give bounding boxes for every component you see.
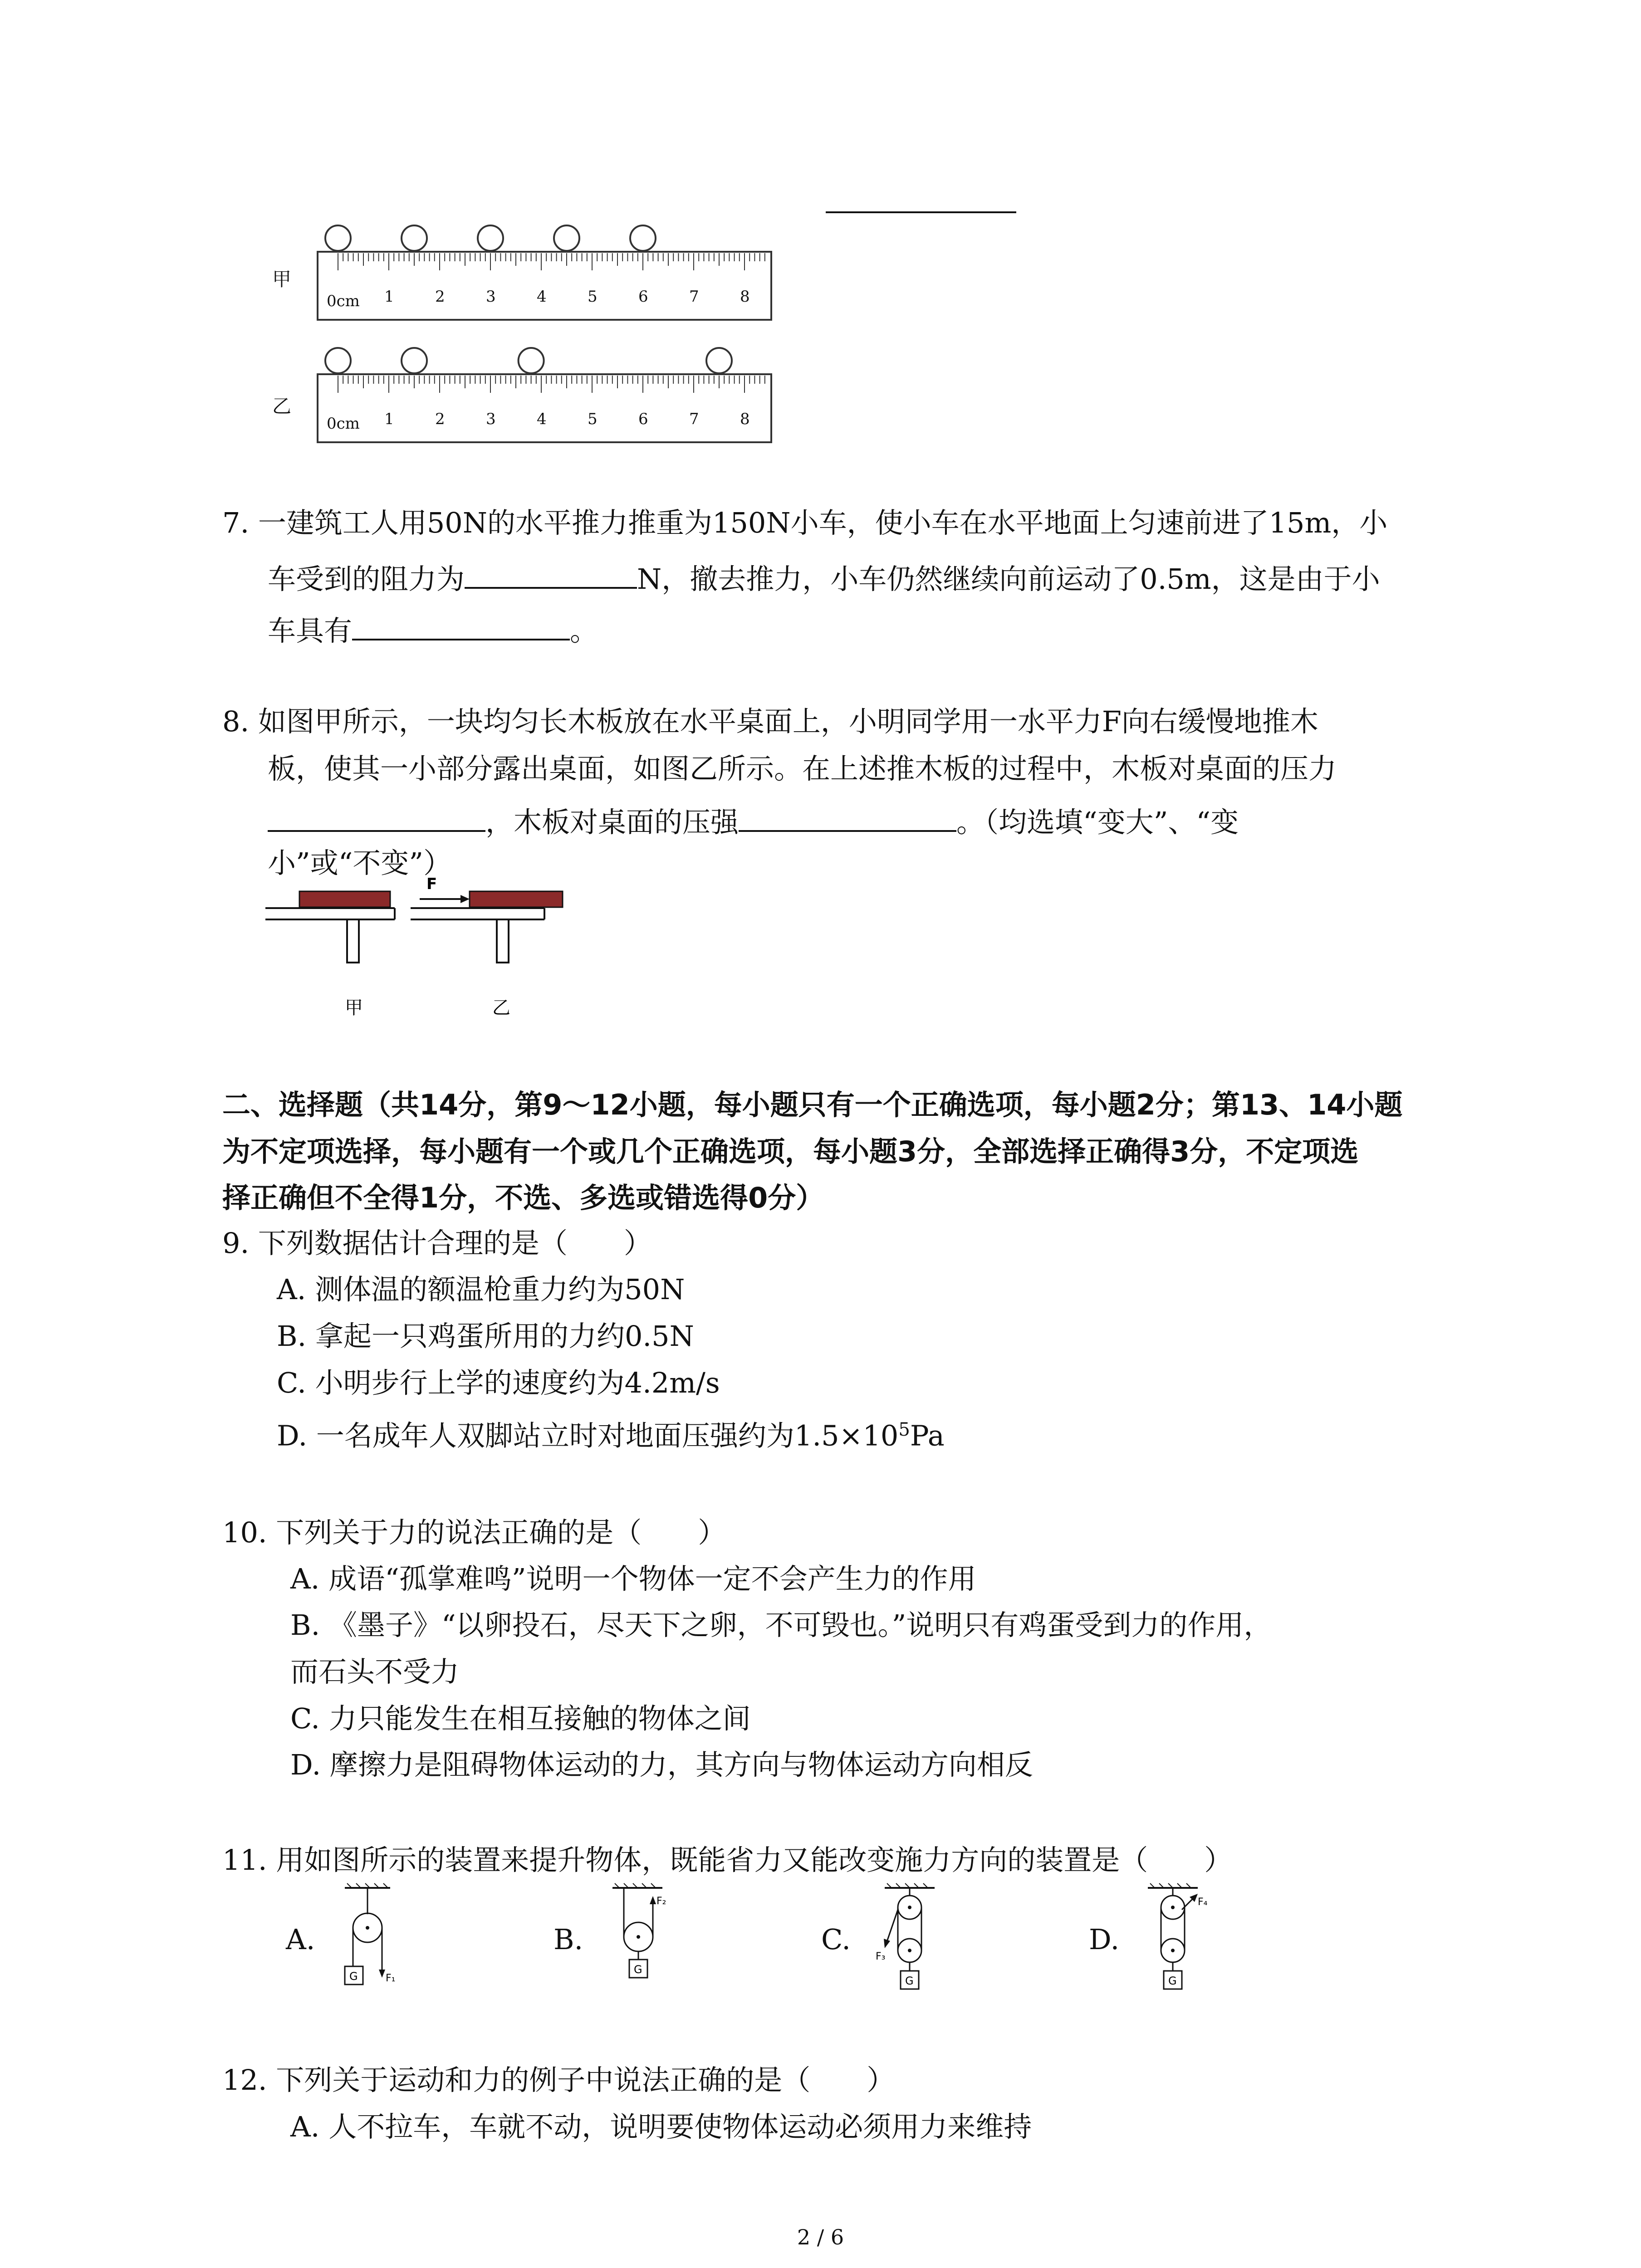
q10-option-c[interactable]: C. 力只能发生在相互接触的物体之间	[290, 1702, 751, 1735]
fig-label-yi: 乙	[492, 997, 510, 1018]
q9-option-c[interactable]: C. 小明步行上学的速度约为4.2m/s	[277, 1366, 720, 1399]
ball	[519, 348, 544, 373]
inertia-answer-blank[interactable]	[352, 612, 570, 640]
ball	[706, 348, 732, 373]
q10-stem: 10. 下列关于力的说法正确的是（ ）	[222, 1516, 726, 1549]
q9-option-b[interactable]: B. 拿起一只鸡蛋所用的力约0.5N	[277, 1320, 694, 1353]
ruler-ticks-jia	[338, 253, 765, 270]
q12-stem: 12. 下列关于运动和力的例子中说法正确的是（ ）	[222, 2063, 895, 2097]
ruler-tick-number: 7	[689, 410, 699, 428]
ball	[325, 348, 351, 373]
q7-line-3-b: 。	[570, 614, 598, 647]
ruler-tick-number: 1	[384, 410, 394, 428]
ruler-tick-number: 2	[435, 410, 445, 428]
page-number: 2 / 6	[797, 2225, 844, 2249]
force-label-b: F₂	[656, 1896, 666, 1907]
ruler-tick-number: 5	[588, 410, 598, 428]
q10-option-a[interactable]: A. 成语“孤掌难鸣”说明一个物体一定不会产生力的作用	[290, 1562, 976, 1595]
q11-option-d-label[interactable]: D.	[1089, 1923, 1120, 1956]
board-table-figure	[263, 875, 581, 1023]
q12-option-a[interactable]: A. 人不拉车，车就不动，说明要使物体运动必须用力来维持	[290, 2110, 1032, 2143]
ruler-tick-number: 3	[486, 288, 496, 306]
q11-option-b-label[interactable]: B.	[554, 1923, 583, 1956]
weight-label-c: G	[905, 1975, 914, 1987]
q11-option-c-label[interactable]: C.	[821, 1923, 851, 1956]
q10-option-d[interactable]: D. 摩擦力是阻碍物体运动的力，其方向与物体运动方向相反	[290, 1748, 1033, 1781]
pressure-force-answer-blank[interactable]	[268, 804, 485, 832]
ruler-tick-number: 5	[588, 288, 598, 306]
ball	[630, 225, 656, 251]
ruler-balls-jia	[325, 225, 656, 251]
ruler-zero-jia: 0cm	[327, 292, 360, 310]
force-label-d: F₄	[1198, 1897, 1208, 1908]
q10-option-b-line-2: 而石头不受力	[290, 1655, 460, 1688]
ball	[402, 225, 427, 251]
q11-stem: 11. 用如图所示的装置来提升物体，既能省力又能改变施力方向的装置是（ ）	[222, 1843, 1233, 1877]
ruler-balls-yi	[325, 348, 732, 373]
ruler-figure	[259, 213, 780, 449]
force-label-a: F₁	[386, 1973, 396, 1984]
weight-label-b: G	[634, 1963, 642, 1976]
ruler-tick-number: 4	[537, 288, 547, 306]
ruler-tick-number: 3	[486, 410, 496, 428]
ruler-tick-number: 4	[537, 410, 547, 428]
weight-label-a: G	[349, 1970, 358, 1983]
force-label-c: F₃	[876, 1951, 886, 1962]
ruler-tick-number: 1	[384, 288, 394, 306]
ruler-tick-number: 8	[740, 410, 750, 428]
pulley-diagram-a	[331, 1882, 422, 2014]
q7-line-2	[268, 561, 1380, 596]
q8-line-1: 8. 如图甲所示，一块均匀长木板放在水平桌面上，小明同学用一水平力F向右缓慢地推木	[222, 705, 1318, 738]
pressure-answer-blank[interactable]	[739, 804, 956, 832]
ruler-row-label-jia: 甲	[272, 268, 292, 290]
ball	[325, 225, 351, 251]
q9-option-d-unit: Pa	[910, 1419, 945, 1452]
q8-line-2: 板，使其一小部分露出桌面，如图乙所示。在上述推木板的过程中，木板对桌面的压力	[268, 752, 1337, 785]
weight-label-d: G	[1168, 1975, 1177, 1987]
ruler-tick-number: 6	[638, 288, 648, 306]
q9-stem: 9. 下列数据估计合理的是（ ）	[222, 1227, 652, 1260]
ruler-tick-number: 2	[435, 288, 445, 306]
ball	[402, 348, 427, 373]
resistance-answer-blank[interactable]	[465, 561, 637, 589]
q8-line-3-b: 。（均选填“变大”、“变	[956, 806, 1239, 839]
q7-line-2-a: 车受到的阻力为	[268, 562, 465, 596]
pulley-diagram-c	[867, 1882, 966, 2019]
ball	[478, 225, 503, 251]
ruler-tick-number: 6	[638, 410, 648, 428]
ruler-ticks-yi	[338, 376, 765, 393]
ruler-zero-yi: 0cm	[327, 415, 360, 433]
section2-header-line-2: 为不定项选择，每小题有一个或几个正确选项，每小题3分，全部选择正确得3分，不定项选	[222, 1135, 1359, 1168]
section2-header-line-1: 二、选择题（共14分，第9～12小题，每小题只有一个正确选项，每小题2分；第13、14小题	[222, 1088, 1403, 1121]
pulley-diagram-b	[603, 1882, 694, 2014]
fig-label-jia: 甲	[345, 997, 363, 1018]
ruler-tick-number: 8	[740, 288, 750, 306]
q9-option-a[interactable]: A. 测体温的额温枪重力约为50N	[277, 1273, 685, 1306]
q9-option-d-text: D. 一名成年人双脚站立时对地面压强约为1.5×10	[277, 1419, 899, 1452]
ruler-tick-number: 7	[689, 288, 699, 306]
force-label-F: F	[426, 875, 437, 893]
q7-line-3	[268, 612, 598, 645]
q7-line-1: 7. 一建筑工人用50N的水平推力推重为150N小车，使小车在水平地面上匀速前进了15m，小	[222, 506, 1388, 539]
q8-line-3-a: ，木板对桌面的压强	[485, 806, 739, 839]
q8-line-3	[268, 804, 1239, 839]
q7-line-2-b: N，撤去推力，小车仍然继续向前运动了0.5m，这是由于小	[637, 562, 1380, 596]
q7-line-3-a: 车具有	[268, 614, 353, 647]
ruler-row-label-yi: 乙	[272, 395, 292, 417]
answer-blank-top	[826, 211, 1016, 213]
q8-line-4: 小”或“不变”）	[268, 846, 452, 880]
pulley-diagram-d	[1130, 1882, 1230, 2019]
q10-option-b-line-1[interactable]: B. 《墨子》“以卵投石，尽天下之卵，不可毁也。”说明只有鸡蛋受到力的作用，	[290, 1608, 1272, 1642]
section2-header-line-3: 择正确但不全得1分，不选、多选或错选得0分）	[222, 1181, 824, 1214]
q11-option-a-label[interactable]: A.	[286, 1923, 315, 1956]
ball	[554, 225, 579, 251]
q9-option-d-exponent: 5	[898, 1419, 910, 1440]
q9-option-d[interactable]	[277, 1421, 945, 1450]
